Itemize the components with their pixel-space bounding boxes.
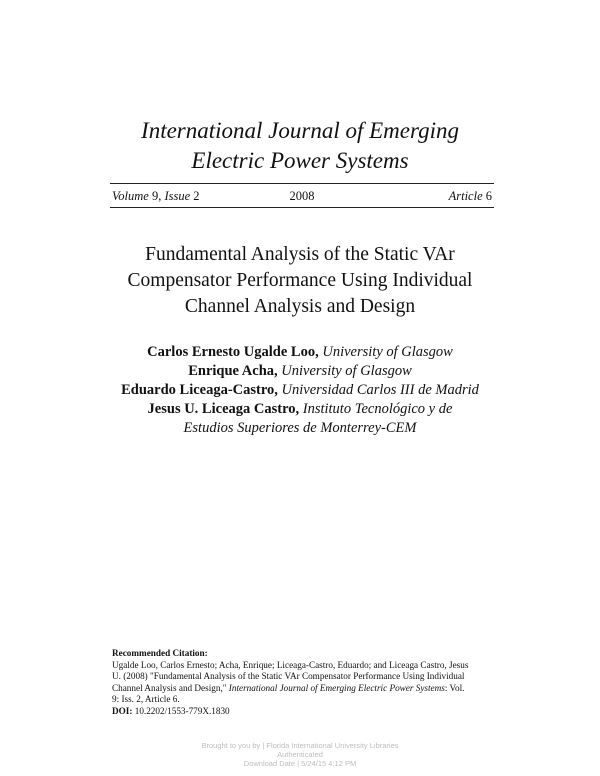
author-list [0,343,600,438]
journal-title-line1: International Journal of Emerging [141,118,459,143]
issue-line [112,187,492,205]
issue-bottom-rule [110,207,494,208]
author-line [0,362,600,381]
citation-journal: International Journal of Emerging Electric Power Systems [228,682,445,693]
volume-issue: Volume 9, Issue 2 [112,189,200,203]
author-line [0,381,600,400]
author-affiliation: University of Glasgow [322,344,453,360]
author-affiliation: Universidad Carlos III de Madrid [281,382,479,398]
citation-line3 [112,683,502,695]
citation-line4: 9: Iss. 2, Article 6. [112,694,180,704]
author-name: Enrique Acha, [188,363,278,379]
paper-title-line1: Fundamental Analysis of the Static VAr [145,244,455,265]
doi-label: DOI: [112,705,133,716]
article-number [449,187,492,205]
download-watermark [0,741,600,768]
footer-line3: Download Date | 5/24/15 4:12 PM [243,759,357,768]
citation-line3-prefix: Channel Analysis and Design," [112,682,227,693]
author-line [0,343,600,362]
citation-line1: Ugalde Loo, Carlos Ernesto; Acha, Enrique; Liceaga-Castro, Eduardo; and Liceaga Castro, Jesus [112,659,469,670]
article-number-value: 6 [485,189,492,203]
author-name: Jesus U. Liceaga Castro, [147,401,300,417]
doi-link[interactable]: 10.2202/1553-779X.1830 [134,705,230,716]
author-name: Carlos Ernesto Ugalde Loo, [147,344,319,360]
article-label: Article [448,189,483,203]
author-line [0,400,600,419]
author-affiliation: Instituto Tecnológico y de [302,401,453,417]
author-name: Eduardo Liceaga-Castro, [121,382,278,398]
volume-label: Volume [112,189,149,203]
issue-number: 2 [193,189,200,203]
author-affiliation-continued-text: Estudios Superiores de Monterrey-CEM [183,420,417,436]
journal-title [0,116,600,176]
issue-top-rule [110,183,494,184]
paper-title-line3: Channel Analysis and Design [184,296,416,317]
citation-heading: Recommended Citation: [112,648,208,658]
volume-number: 9 [151,189,159,203]
paper-title-line2: Compensator Performance Using Individual [127,270,473,291]
author-affiliation: University of Glasgow [281,363,412,379]
journal-title-line2: Electric Power Systems [191,148,409,173]
paper-title [0,242,600,320]
recommended-citation [112,648,502,717]
citation-line2: U. (2008) "Fundamental Analysis of the Static VAr Compensator Performance Using Individual [112,671,465,681]
footer-line1: Brought to you by | Florida International University Libraries [201,741,399,750]
issue-year: 2008 [289,189,315,203]
citation-doi [112,706,502,718]
citation-line3-suffix: : Vol. [444,682,465,693]
issue-label: Issue [164,189,191,203]
footer-line2: Authenticated [277,750,323,759]
author-affiliation-continued [0,419,600,438]
